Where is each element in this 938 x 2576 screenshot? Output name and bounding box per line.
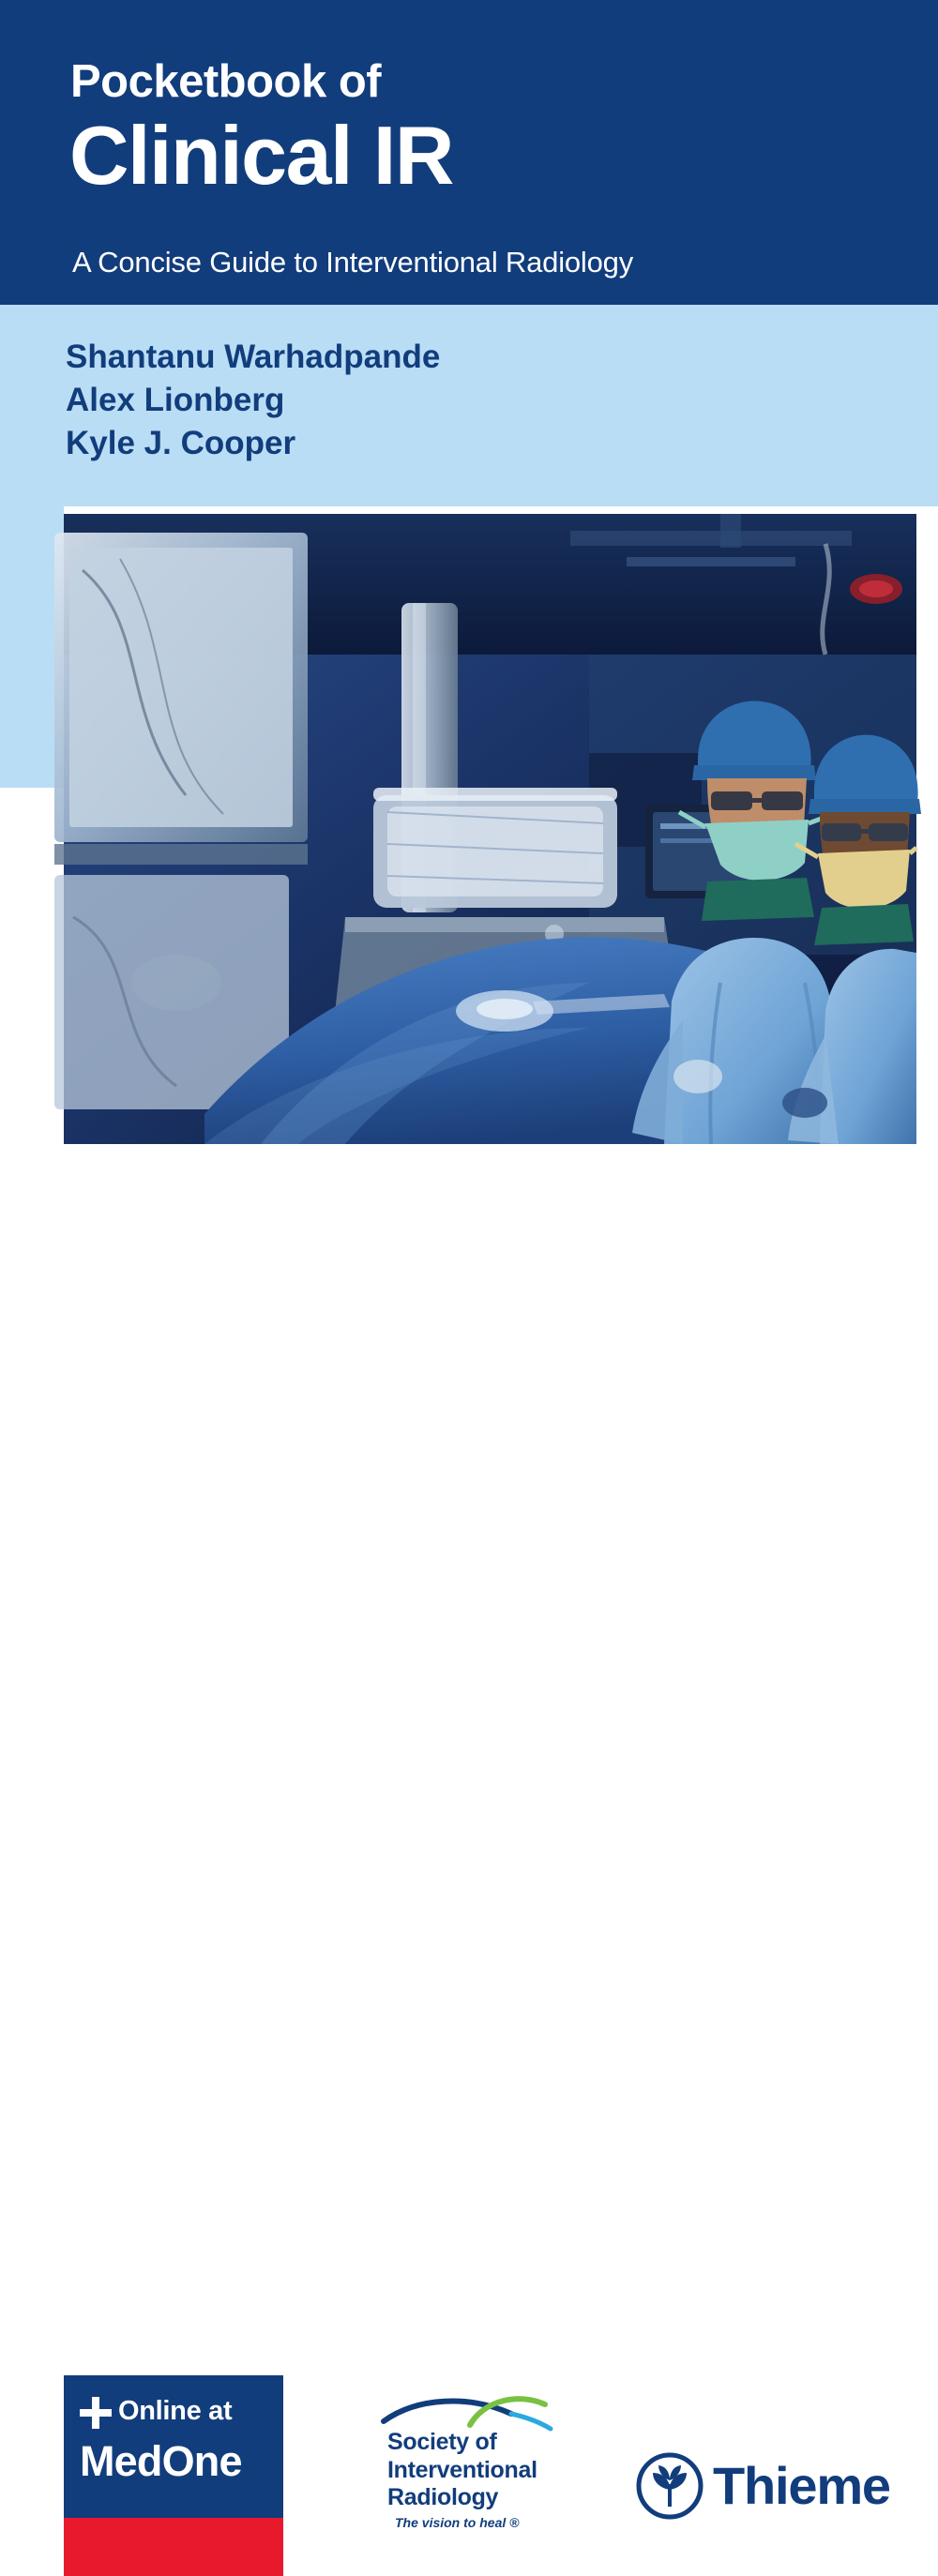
sir-logo [361, 2393, 582, 2534]
medone-badge-bottom [64, 2518, 283, 2576]
publisher-logos [0, 1163, 938, 2530]
author-name: Shantanu Warhadpande [66, 339, 441, 375]
ir-suite-photo [64, 514, 916, 1144]
page-subtitle: A Concise Guide to Interventional Radiology [72, 246, 633, 279]
author-name: Alex Lionberg [66, 382, 285, 419]
medone-online-label: Online at [118, 2396, 233, 2426]
plus-icon [80, 2397, 112, 2429]
sir-name-line3: Radiology [387, 2484, 499, 2510]
sir-swoosh-icon [380, 2393, 600, 2431]
medone-badge[interactable] [64, 2375, 283, 2576]
page-title: Clinical IR [69, 109, 453, 202]
author-list [66, 336, 440, 466]
medone-wordmark: MedOne [80, 2437, 242, 2485]
sir-tagline: The vision to heal ® [395, 2515, 520, 2530]
thieme-wordmark: Thieme [713, 2456, 890, 2515]
left-accent-strip [0, 506, 64, 788]
sir-name-line2: Interventional [387, 2456, 537, 2483]
sir-name-line1: Society of [387, 2429, 497, 2455]
sir-name [387, 2429, 537, 2512]
author-name: Kyle J. Cooper [66, 425, 296, 462]
page-title-overline: Pocketbook of [70, 56, 382, 107]
thieme-tree-icon [636, 2452, 704, 2520]
thieme-logo [636, 2452, 890, 2527]
